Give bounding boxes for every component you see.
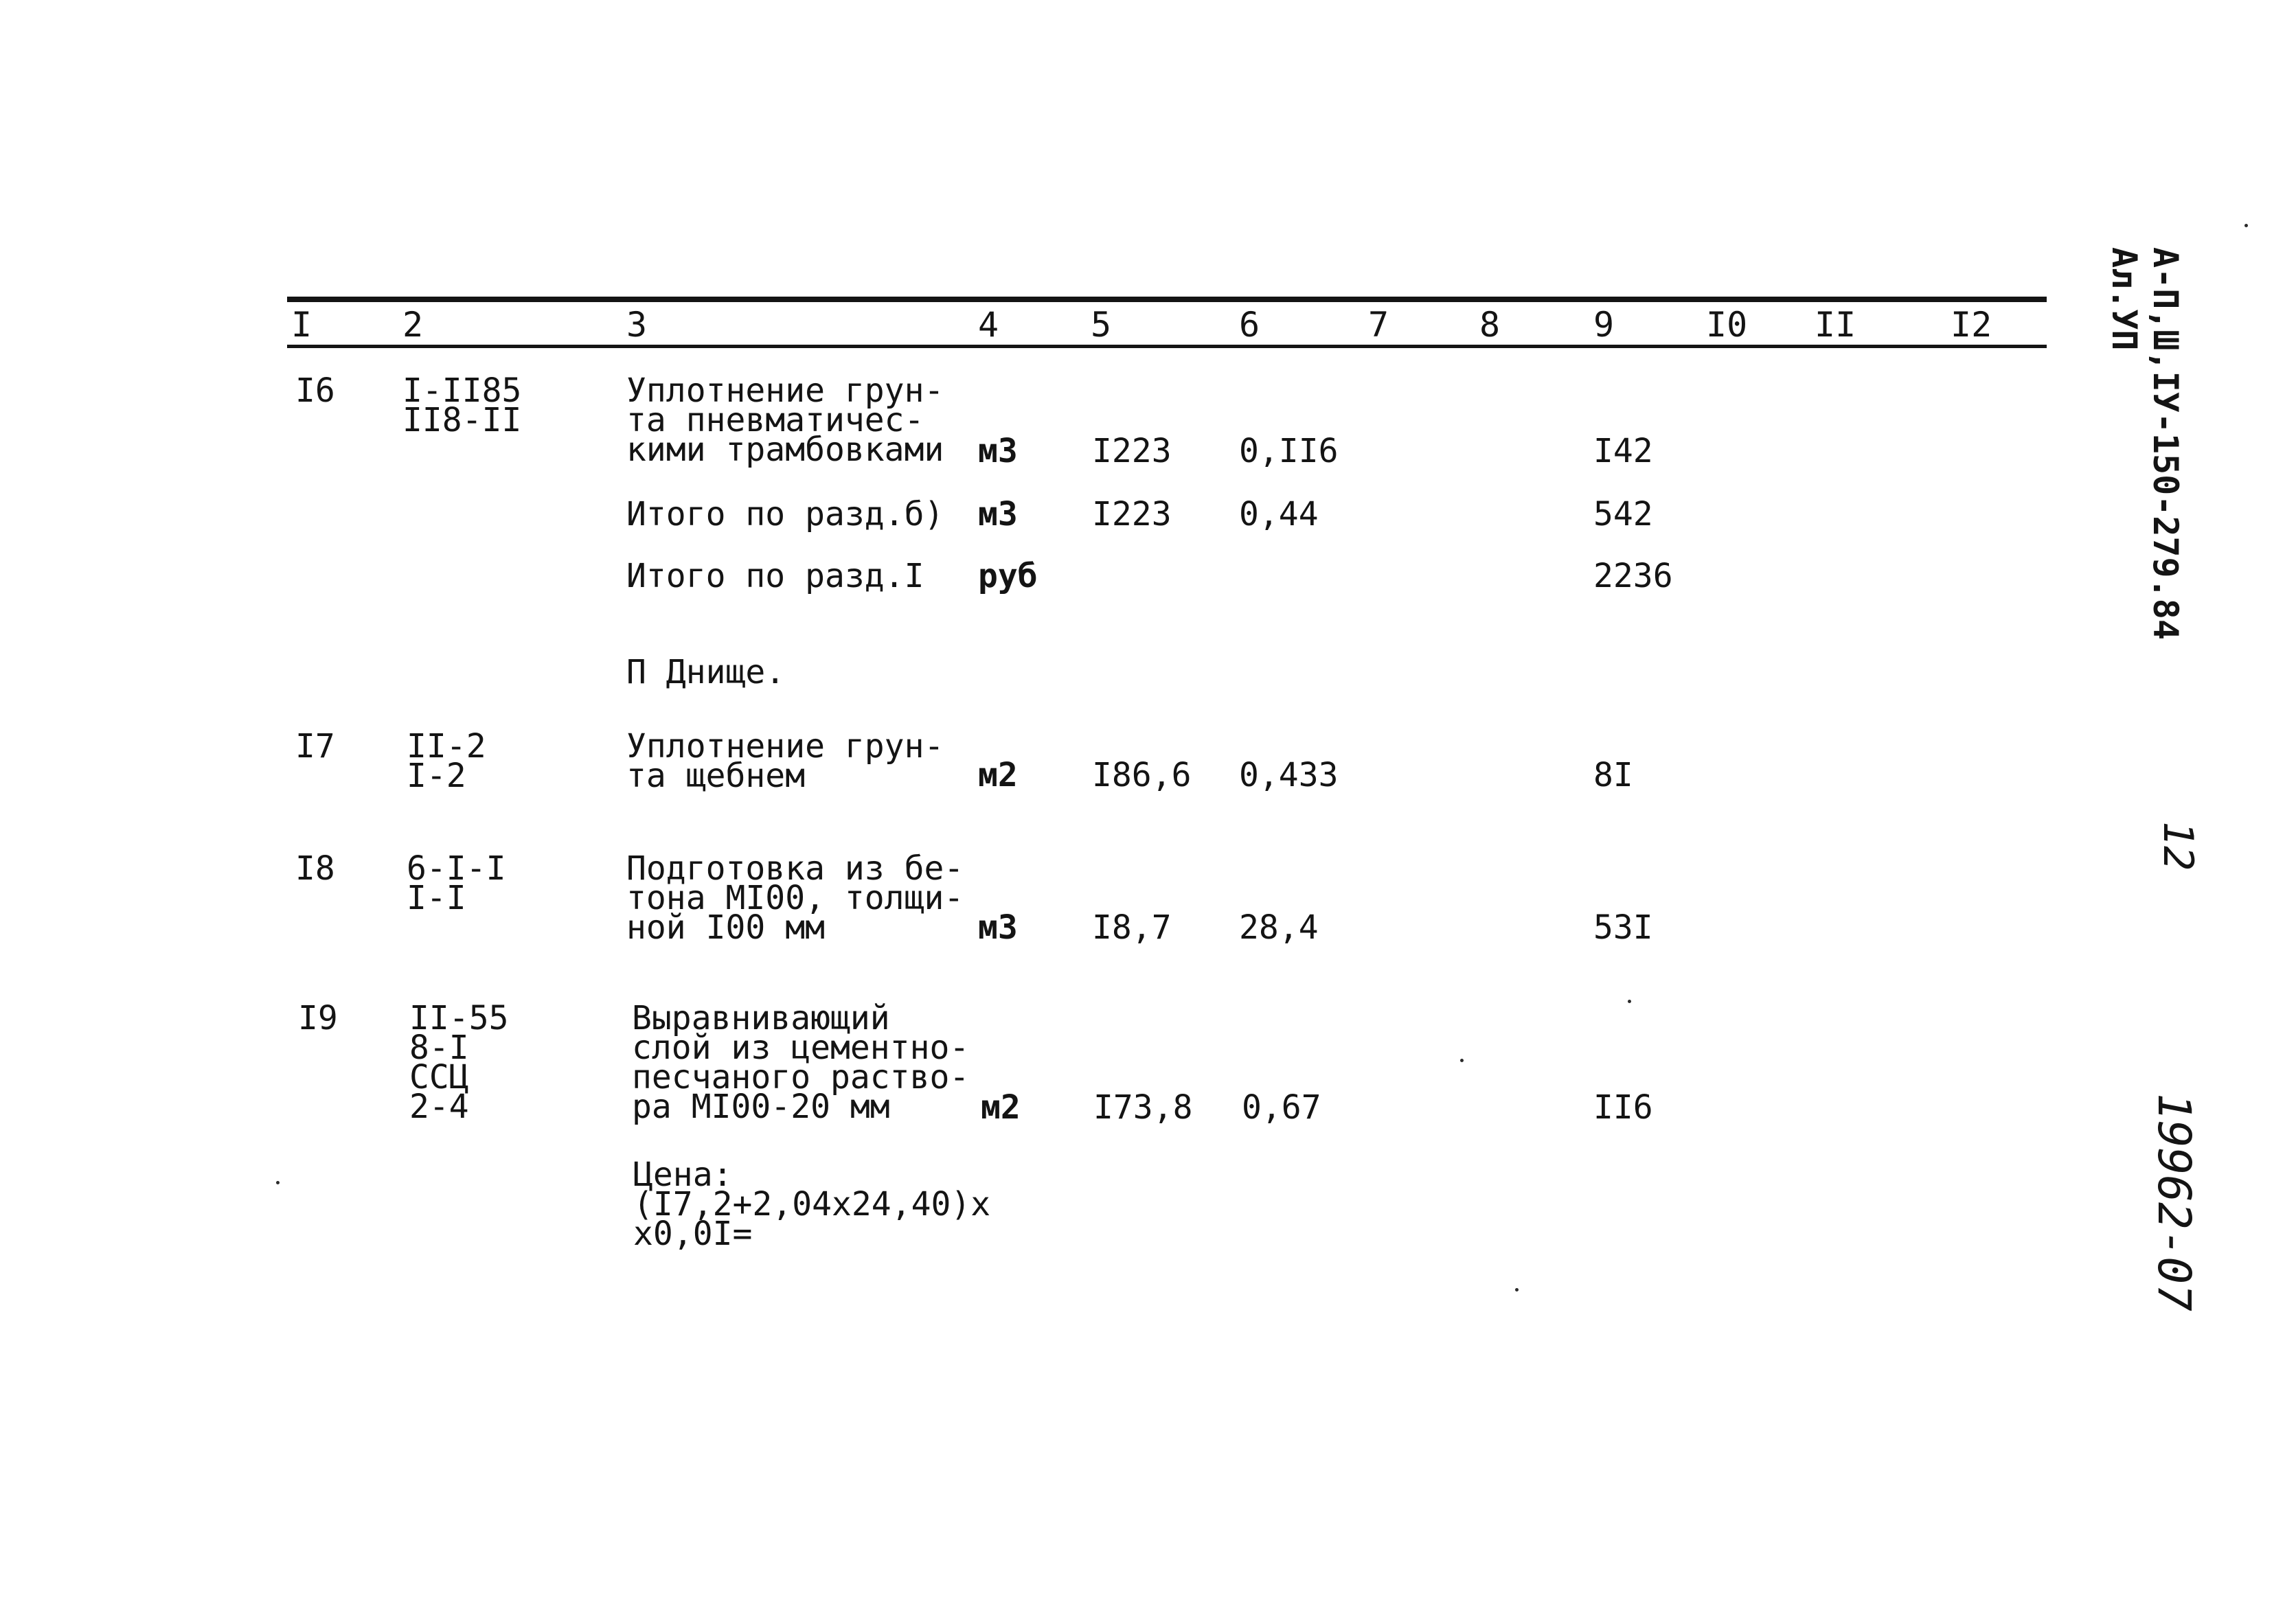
total-cost: 2236 bbox=[1593, 557, 1673, 595]
column-header-12: I2 bbox=[1951, 305, 1992, 345]
work-description: Уплотнение грун- та пневматичес- кими трамбовками bbox=[626, 371, 944, 469]
document-code: А-П,Ш,IУ-150-279.84 bbox=[2146, 247, 2185, 640]
album-label: Ал.УП bbox=[2104, 247, 2144, 351]
quantity: I86,6 bbox=[1092, 756, 1192, 794]
column-header-1: I bbox=[291, 305, 312, 345]
column-header-6: 6 bbox=[1239, 305, 1260, 345]
table-top-rule bbox=[287, 297, 2047, 302]
norm-code: II-2 I-2 bbox=[407, 727, 486, 795]
norm-code: II-55 8-I ССЦ 2-4 bbox=[409, 999, 509, 1126]
unit-price: 0,67 bbox=[1242, 1088, 1321, 1127]
row-number: I9 bbox=[298, 999, 338, 1037]
price-calculation-note: Цена: (I7,2+2,04х24,40)х х0,0I= bbox=[633, 1156, 991, 1253]
quantity: I8,7 bbox=[1092, 908, 1172, 947]
work-description: Уплотнение грун- та щебнем bbox=[626, 727, 944, 795]
unit-price: 0,433 bbox=[1239, 756, 1339, 794]
norm-code: I-II85 II8-II bbox=[402, 371, 522, 439]
unit: м3 bbox=[978, 495, 1018, 533]
column-header-5: 5 bbox=[1091, 305, 1112, 345]
row-number: I6 bbox=[295, 371, 335, 410]
scan-speck bbox=[2244, 224, 2248, 227]
work-description: Выравнивающий слой из цементно- песчаного раство- ра МI00-20 мм bbox=[632, 999, 970, 1126]
row-number: I8 bbox=[295, 849, 335, 888]
row-number: I7 bbox=[295, 727, 335, 766]
column-header-10: I0 bbox=[1706, 305, 1748, 345]
unit-price: 0,44 bbox=[1239, 495, 1319, 533]
total-cost: 542 bbox=[1593, 495, 1653, 533]
column-header-2: 2 bbox=[402, 305, 424, 345]
unit: м3 bbox=[978, 432, 1018, 470]
total-cost: 53I bbox=[1593, 908, 1653, 947]
quantity: I223 bbox=[1092, 432, 1172, 470]
section-heading: П Днище. bbox=[626, 653, 786, 691]
work-description: Подготовка из бе- тона МI00, толщи- ной I00 мм bbox=[626, 849, 964, 947]
serial-number: 19962-07 bbox=[2148, 1093, 2201, 1311]
unit: руб bbox=[978, 557, 1038, 595]
column-header-3: 3 bbox=[626, 305, 648, 345]
subtotal-label: Итого по разд.б) bbox=[626, 495, 944, 533]
scan-speck bbox=[1628, 1000, 1631, 1003]
unit-price: 0,II6 bbox=[1239, 432, 1339, 470]
total-cost: II6 bbox=[1593, 1088, 1653, 1127]
subtotal-label: Итого по разд.I bbox=[626, 557, 924, 595]
unit-price: 28,4 bbox=[1239, 908, 1319, 947]
column-header-9: 9 bbox=[1593, 305, 1615, 345]
scan-speck bbox=[1460, 1059, 1464, 1062]
unit: м2 bbox=[978, 756, 1018, 794]
table-header-rule bbox=[287, 345, 2047, 348]
scan-speck bbox=[1515, 1288, 1519, 1291]
unit: м3 bbox=[978, 908, 1018, 947]
total-cost: I42 bbox=[1593, 432, 1653, 470]
column-header-4: 4 bbox=[978, 305, 999, 345]
total-cost: 8I bbox=[1593, 756, 1633, 794]
column-header-11: II bbox=[1815, 305, 1856, 345]
page-number: 12 bbox=[2154, 821, 2202, 871]
norm-code: 6-I-I I-I bbox=[407, 849, 506, 917]
scan-speck bbox=[276, 1181, 280, 1184]
quantity: I73,8 bbox=[1093, 1088, 1193, 1127]
column-header-8: 8 bbox=[1479, 305, 1501, 345]
unit: м2 bbox=[981, 1088, 1021, 1127]
quantity: I223 bbox=[1092, 495, 1172, 533]
column-header-7: 7 bbox=[1368, 305, 1389, 345]
